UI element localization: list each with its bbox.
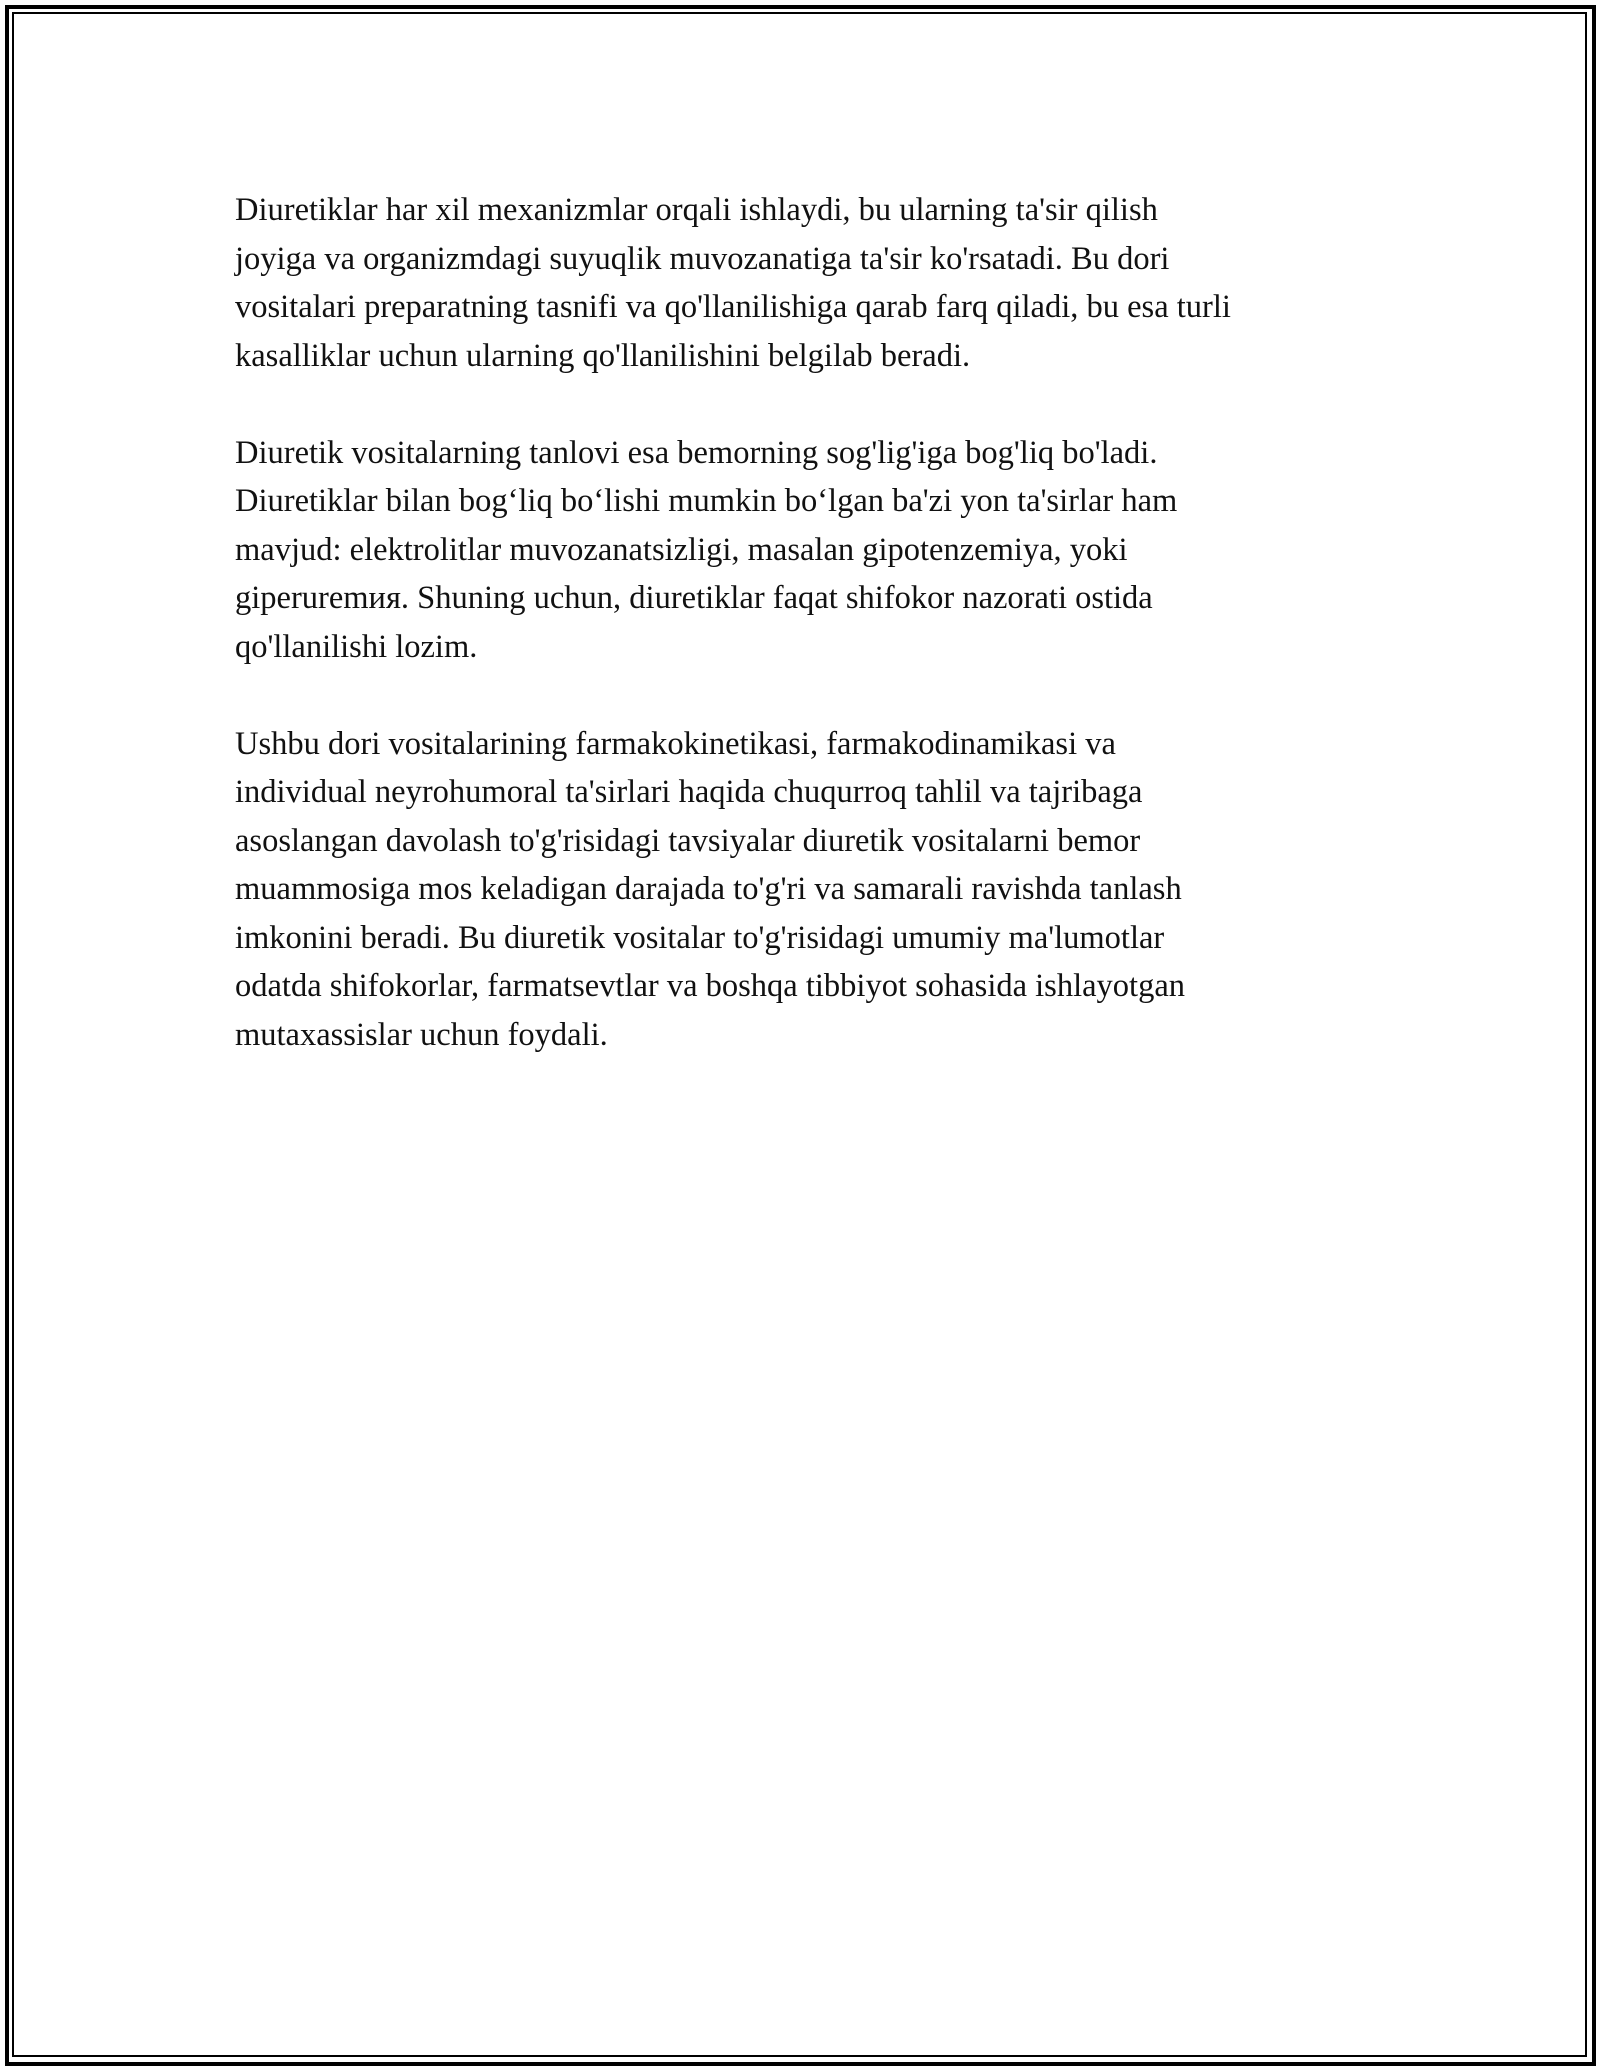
text-line: joyiga va organizmdagi suyuqlik muvozanatiga ta'sir ko'rsatadi. Bu dori [235,240,1170,277]
text-line: Diuretiklar bilan bog‘liq bo‘lishi mumkin bo‘lgan ba'zi yon ta'sirlar ham [235,483,1178,519]
text-line: Diuretiklar har xil mexanizmlar orqali ishlaydi, bu ularning ta'sir qilish [235,192,1158,228]
text-line: giperuremия. Shuning uchun, diuretiklar faqat shifokor nazorati ostida [235,580,1153,616]
text-line: mutaxassislar uchun foydali. [235,1016,608,1053]
text-line: imkonini beradi. Bu diuretik vositalar to'g'risidagi umumiy ma'lumotlar [235,919,1165,956]
text-line: mavjud: elektrolitlar muvozanatsizligi, masalan gipotenzemiya, yoki [235,531,1128,568]
document-body [235,186,1370,1108]
text-line: Diuretik vositalarning tanlovi esa bemorning sog'lig'iga bog'liq bo'ladi. [235,434,1158,471]
text-line: kasalliklar uchun ularning qo'llanilishini belgilab beradi. [235,337,971,374]
paragraph-3 [235,720,1370,1060]
paragraph-2 [235,429,1370,672]
text-line: qo'llanilishi lozim. [235,628,478,665]
text-line: asoslangan davolash to'g'risidagi tavsiyalar diuretik vositalarni bemor [235,822,1141,859]
text-line: odatda shifokorlar, farmatsevtlar va boshqa tibbiyot sohasida ishlayotgan [235,968,1185,1004]
text-line: muammosiga mos keladigan darajada to'g'ri va samarali ravishda tanlash [235,871,1182,907]
text-line: individual neyrohumoral ta'sirlari haqida chuqurroq tahlil va tajribaga [235,774,1143,810]
paragraph-1 [235,186,1370,380]
text-line: vositalari preparatning tasnifi va qo'llanilishiga qarab farq qiladi, bu esa turli [235,289,1231,325]
text-line: Ushbu dori vositalarining farmakokinetikasi, farmakodinamikasi va [235,725,1116,762]
